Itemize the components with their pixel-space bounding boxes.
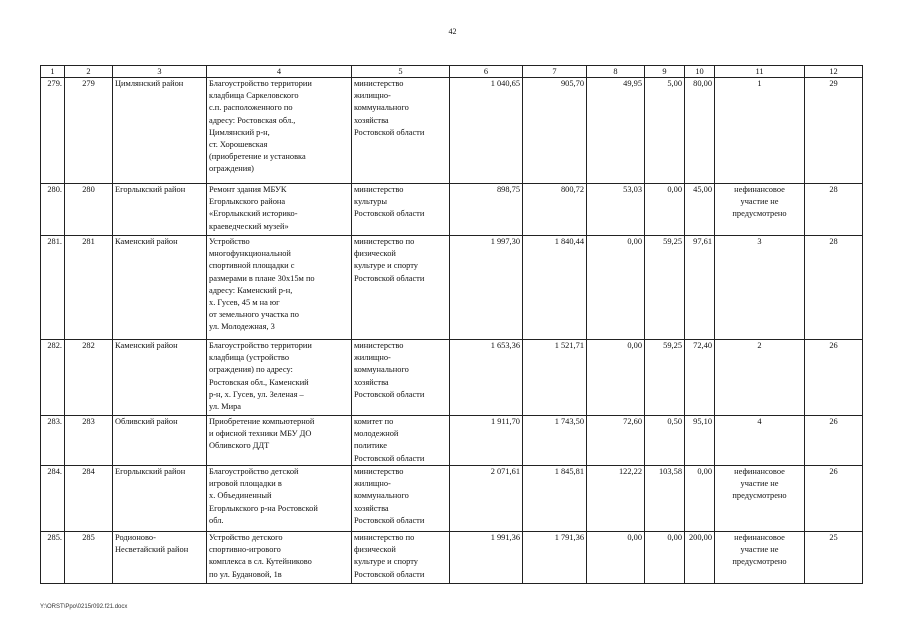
district-cell: Каменский район: [113, 236, 207, 340]
ministry-line: министерство: [354, 79, 404, 88]
column-number: 3: [113, 66, 207, 78]
object-line: адресу: Каменский р-н,: [209, 285, 293, 295]
column-number: 9: [645, 66, 685, 78]
ministry-line: Ростовской области: [354, 515, 425, 525]
column-number: 12: [805, 66, 863, 78]
district-cell: Егорлыкский район: [113, 466, 207, 532]
column-number: 7: [523, 66, 587, 78]
object-cell: [207, 184, 352, 236]
row-number: 279: [65, 78, 113, 184]
object-line: р-н, х. Гусев, ул. Зеленая –: [209, 389, 304, 399]
column-number: 5: [352, 66, 450, 78]
participation-line: участие не: [740, 545, 779, 555]
object-line: ул. Мира: [209, 402, 242, 412]
row-number: 280: [65, 184, 113, 236]
ministry-line: политике: [354, 441, 387, 451]
object-line: ул. Молодежная, 3: [209, 322, 275, 332]
amount-other: 0,00: [685, 466, 715, 532]
row-number: 282: [65, 340, 113, 416]
object-line: Ростовская обл., Каменский: [209, 377, 309, 387]
score-cell: 26: [805, 416, 863, 466]
column-number: 1: [41, 66, 65, 78]
participation-cell: [715, 532, 805, 584]
ministry-line: хозяйства: [354, 503, 389, 513]
amount-other: 200,00: [685, 532, 715, 584]
object-line: краеведческий музей»: [209, 221, 289, 231]
column-number: 4: [207, 66, 352, 78]
row-number: 284: [65, 466, 113, 532]
amount-local: 0,00: [587, 340, 645, 416]
file-path-footer: Y:\ORST\Ppo\0215r092.f21.docx: [40, 604, 128, 610]
participation-cell: [715, 184, 805, 236]
ministry-line: хозяйства: [354, 115, 389, 125]
column-number: 10: [685, 66, 715, 78]
object-line: ограждения) по адресу:: [209, 365, 293, 375]
object-cell: [207, 532, 352, 584]
row-index: 285.: [41, 532, 65, 584]
data-table: [40, 65, 863, 584]
amount-regional: 1 521,71: [523, 340, 587, 416]
object-cell: [207, 466, 352, 532]
row-number: 283: [65, 416, 113, 466]
amount-regional: 1 791,36: [523, 532, 587, 584]
participation-line: участие не: [740, 197, 779, 207]
object-cell: [207, 236, 352, 340]
amount-total: 1 997,30: [450, 236, 523, 340]
page-number: 42: [448, 27, 457, 36]
score-cell: 29: [805, 78, 863, 184]
participation-cell: [715, 466, 805, 532]
district-cell: Каменский район: [113, 340, 207, 416]
amount-local: 0,00: [587, 532, 645, 584]
ministry-line: культуре и спорту: [354, 557, 418, 567]
amount-other: 72,40: [685, 340, 715, 416]
ministry-line: Ростовской области: [354, 389, 425, 399]
ministry-line: министерство по: [354, 533, 415, 542]
object-line: многофункциональной: [209, 249, 291, 259]
participation-line: 3: [757, 237, 762, 246]
row-index: 279.: [41, 78, 65, 184]
column-number-row: [41, 66, 863, 78]
participation-line: 2: [757, 341, 762, 350]
amount-residents: 0,50: [645, 416, 685, 466]
object-line: и офисной техники МБУ ДО: [209, 429, 312, 439]
amount-total: 1 911,70: [450, 416, 523, 466]
amount-regional: 1 845,81: [523, 466, 587, 532]
ministry-cell: [352, 340, 450, 416]
row-index: 280.: [41, 184, 65, 236]
amount-regional: 1 840,44: [523, 236, 587, 340]
ministry-line: коммунального: [354, 491, 409, 501]
object-line: от земельного участка по: [209, 310, 299, 320]
amount-other: 80,00: [685, 78, 715, 184]
object-cell: [207, 78, 352, 184]
amount-total: 2 071,61: [450, 466, 523, 532]
amount-total: 1 653,36: [450, 340, 523, 416]
ministry-line: комитет по: [354, 417, 394, 426]
amount-local: 0,00: [587, 236, 645, 340]
object-line: комплекса в сл. Кутейниково: [209, 557, 312, 567]
amount-local: 53,03: [587, 184, 645, 236]
object-line: обл.: [209, 515, 224, 525]
ministry-line: коммунального: [354, 365, 409, 375]
ministry-cell: [352, 466, 450, 532]
ministry-cell: [352, 78, 450, 184]
object-line: игровой площадки в: [209, 479, 282, 489]
district-cell: Цимлянский район: [113, 78, 207, 184]
amount-other: 45,00: [685, 184, 715, 236]
participation-cell: [715, 340, 805, 416]
object-line: кладбища Саркеловского: [209, 91, 299, 101]
ministry-line: жилищно-: [354, 353, 391, 363]
amount-total: 1 040,65: [450, 78, 523, 184]
amount-local: 122,22: [587, 466, 645, 532]
ministry-line: министерство по: [354, 237, 415, 246]
row-index: 281.: [41, 236, 65, 340]
object-line: ст. Хорошевская: [209, 140, 268, 150]
object-line: х. Гусев, 45 м на юг: [209, 298, 280, 308]
object-line: адресу: Ростовская обл.,: [209, 115, 296, 125]
participation-line: нефинансовое: [734, 467, 785, 476]
score-cell: 25: [805, 532, 863, 584]
participation-cell: [715, 416, 805, 466]
table-row: [41, 532, 863, 584]
ministry-line: хозяйства: [354, 377, 389, 387]
district-cell: Родионово-Несветайский район: [113, 532, 207, 584]
object-line: х. Объединенный: [209, 491, 272, 501]
ministry-line: физической: [354, 545, 396, 555]
score-cell: 28: [805, 236, 863, 340]
amount-regional: 905,70: [523, 78, 587, 184]
row-index: 282.: [41, 340, 65, 416]
row-number: 281: [65, 236, 113, 340]
column-number: 6: [450, 66, 523, 78]
object-line: кладбища (устройство: [209, 353, 290, 363]
participation-line: 4: [757, 417, 762, 426]
object-line: Егорлыкского р-на Ростовской: [209, 503, 318, 513]
object-line: размерами в плане 30х15м по: [209, 273, 315, 283]
object-line: Цимлянский р-н,: [209, 127, 270, 137]
ministry-line: Ростовской области: [354, 127, 425, 137]
amount-residents: 0,00: [645, 184, 685, 236]
ministry-cell: [352, 416, 450, 466]
amount-total: 1 991,36: [450, 532, 523, 584]
amount-residents: 0,00: [645, 532, 685, 584]
ministry-line: жилищно-: [354, 479, 391, 489]
ministry-line: Ростовской области: [354, 569, 425, 579]
amount-local: 72,60: [587, 416, 645, 466]
table-row: [41, 466, 863, 532]
object-line: «Егорлыкский историко-: [209, 209, 298, 219]
ministry-line: культуры: [354, 197, 387, 207]
participation-cell: [715, 236, 805, 340]
amount-other: 95,10: [685, 416, 715, 466]
table-row: [41, 340, 863, 416]
score-cell: 26: [805, 340, 863, 416]
participation-line: нефинансовое: [734, 533, 785, 542]
ministry-line: министерство: [354, 341, 404, 350]
object-line: Егорлыкского района: [209, 197, 286, 207]
ministry-line: культуре и спорту: [354, 261, 418, 271]
object-cell: [207, 416, 352, 466]
ministry-line: министерство: [354, 185, 404, 194]
object-line: спортивной площадки с: [209, 261, 295, 271]
column-number: 2: [65, 66, 113, 78]
row-number: 285: [65, 532, 113, 584]
object-line: Устройство: [209, 237, 250, 246]
object-line: ограждения): [209, 164, 254, 174]
ministry-line: Ростовской области: [354, 209, 425, 219]
object-line: спортивно-игрового: [209, 545, 281, 555]
ministry-cell: [352, 236, 450, 340]
table-row: [41, 236, 863, 340]
participation-line: участие не: [740, 479, 779, 489]
object-line: с.п. расположенного по: [209, 103, 293, 113]
amount-residents: 59,25: [645, 236, 685, 340]
row-index: 284.: [41, 466, 65, 532]
amount-other: 97,61: [685, 236, 715, 340]
table-row: [41, 184, 863, 236]
amount-local: 49,95: [587, 78, 645, 184]
amount-residents: 103,58: [645, 466, 685, 532]
score-cell: 26: [805, 466, 863, 532]
table-row: [41, 416, 863, 466]
score-cell: 28: [805, 184, 863, 236]
object-line: Устройство детского: [209, 533, 283, 542]
amount-residents: 59,25: [645, 340, 685, 416]
district-cell: Обливский район: [113, 416, 207, 466]
amount-regional: 800,72: [523, 184, 587, 236]
amount-residents: 5,00: [645, 78, 685, 184]
ministry-cell: [352, 184, 450, 236]
participation-line: предусмотрено: [732, 491, 787, 501]
table-row: [41, 78, 863, 184]
object-cell: [207, 340, 352, 416]
ministry-line: Ростовской области: [354, 273, 425, 283]
ministry-line: министерство: [354, 467, 404, 476]
ministry-line: молодежной: [354, 429, 399, 439]
row-index: 283.: [41, 416, 65, 466]
participation-cell: [715, 78, 805, 184]
ministry-line: коммунального: [354, 103, 409, 113]
object-line: по ул. Будановой, 1в: [209, 569, 282, 579]
ministry-line: физической: [354, 249, 396, 259]
amount-regional: 1 743,50: [523, 416, 587, 466]
object-line: Ремонт здания МБУК: [209, 185, 287, 194]
district-cell: Егорлыкский район: [113, 184, 207, 236]
ministry-line: жилищно-: [354, 91, 391, 101]
column-number: 11: [715, 66, 805, 78]
participation-line: 1: [757, 79, 762, 88]
column-number: 8: [587, 66, 645, 78]
object-line: Приобретение компьютерной: [209, 417, 315, 426]
ministry-line: Ростовской области: [354, 453, 425, 463]
ministry-cell: [352, 532, 450, 584]
object-line: Обливского ДДТ: [209, 441, 270, 451]
amount-total: 898,75: [450, 184, 523, 236]
object-line: Благоустройство территории: [209, 341, 312, 350]
object-line: (приобретение и установка: [209, 152, 306, 162]
participation-line: нефинансовое: [734, 185, 785, 194]
object-line: Благоустройство территории: [209, 79, 312, 88]
participation-line: предусмотрено: [732, 557, 787, 567]
participation-line: предусмотрено: [732, 209, 787, 219]
object-line: Благоустройство детской: [209, 467, 299, 476]
